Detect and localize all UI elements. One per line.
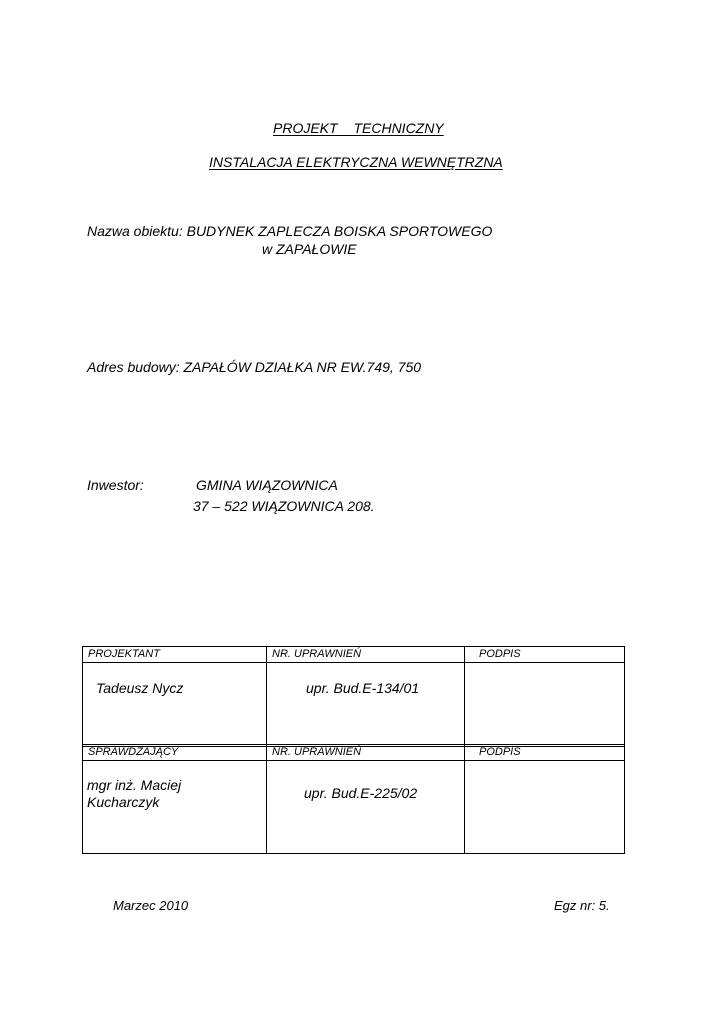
designer-name: Tadeusz Nycz bbox=[83, 663, 267, 747]
designer-header: PROJEKTANT bbox=[83, 647, 267, 663]
object-name: Nazwa obiektu: BUDYNEK ZAPLECZA BOISKA SPORTOWEGO bbox=[87, 223, 493, 239]
object-name-line2: w ZAPAŁOWIE bbox=[262, 241, 357, 257]
investor-address: 37 – 522 WIĄZOWNICA 208. bbox=[193, 498, 375, 514]
construction-address: Adres budowy: ZAPAŁÓW DZIAŁKA NR EW.749, 750 bbox=[87, 359, 422, 375]
license-header: NR. UPRAWNIEŃ bbox=[267, 745, 465, 761]
copy-number: Egz nr: 5. bbox=[554, 898, 610, 913]
investor-label: Inwestor: bbox=[87, 477, 144, 493]
checker-name-line2: Kucharczyk bbox=[87, 794, 160, 810]
checker-header: SPRAWDZAJĄCY bbox=[83, 745, 267, 761]
document-date: Marzec 2010 bbox=[113, 898, 189, 913]
document-title: PROJEKT TECHNICZNY bbox=[273, 120, 444, 136]
checker-name-line1: mgr inż. Maciej bbox=[87, 777, 182, 793]
signature-header: PODPIS bbox=[465, 745, 625, 761]
signature-header: PODPIS bbox=[465, 647, 625, 663]
designer-signature bbox=[465, 663, 625, 747]
document-subtitle: INSTALACJA ELEKTRYCZNA WEWNĘTRZNA bbox=[209, 154, 503, 170]
checker-table bbox=[82, 744, 625, 854]
checker-license: upr. Bud.E-225/02 bbox=[267, 761, 465, 854]
investor-name: GMINA WIĄZOWNICA bbox=[196, 477, 338, 493]
checker-name bbox=[83, 761, 267, 854]
designer-table bbox=[82, 646, 625, 747]
checker-signature bbox=[465, 761, 625, 854]
designer-license: upr. Bud.E-134/01 bbox=[267, 663, 465, 747]
license-header: NR. UPRAWNIEŃ bbox=[267, 647, 465, 663]
